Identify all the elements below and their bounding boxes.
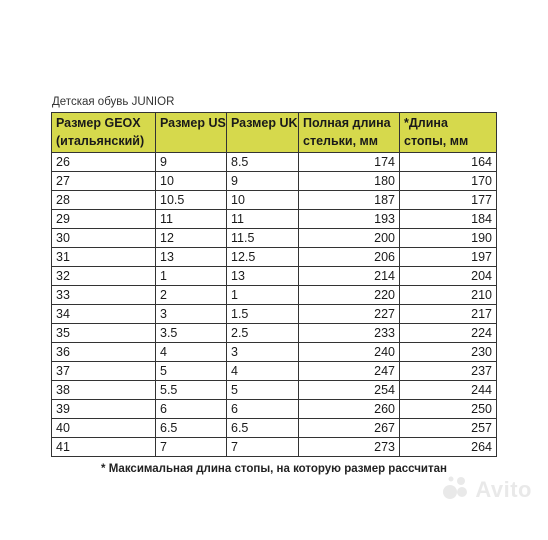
cell-uk-size: 2.5: [227, 324, 299, 343]
cell-insole-length: 180: [299, 172, 400, 191]
table-row: [52, 305, 497, 324]
table-row: [52, 343, 497, 362]
cell-foot-length: 217: [400, 305, 497, 324]
cell-us-size: 13: [156, 248, 227, 267]
cell-foot-length: 264: [400, 438, 497, 457]
table-row: [52, 286, 497, 305]
cell-foot-length: 170: [400, 172, 497, 191]
table-row: [52, 381, 497, 400]
cell-uk-size: 8.5: [227, 153, 299, 172]
cell-insole-length: 227: [299, 305, 400, 324]
cell-us-size: 4: [156, 343, 227, 362]
cell-foot-length: 210: [400, 286, 497, 305]
cell-foot-length: 164: [400, 153, 497, 172]
cell-uk-size: 3: [227, 343, 299, 362]
cell-foot-length: 204: [400, 267, 497, 286]
cell-insole-length: 214: [299, 267, 400, 286]
cell-uk-size: 9: [227, 172, 299, 191]
cell-geox-size: 31: [52, 248, 156, 267]
cell-foot-length: 177: [400, 191, 497, 210]
cell-us-size: 3.5: [156, 324, 227, 343]
watermark: [441, 472, 532, 507]
cell-geox-size: 38: [52, 381, 156, 400]
cell-uk-size: 1: [227, 286, 299, 305]
cell-insole-length: 247: [299, 362, 400, 381]
cell-us-size: 5.5: [156, 381, 227, 400]
cell-insole-length: 240: [299, 343, 400, 362]
cell-uk-size: 7: [227, 438, 299, 457]
cell-us-size: 5: [156, 362, 227, 381]
cell-uk-size: 10: [227, 191, 299, 210]
cell-geox-size: 41: [52, 438, 156, 457]
table-row: [52, 438, 497, 457]
cell-geox-size: 26: [52, 153, 156, 172]
table-row: [52, 324, 497, 343]
cell-us-size: 9: [156, 153, 227, 172]
table-row: [52, 248, 497, 267]
avito-logo-icon: [441, 472, 471, 507]
cell-foot-length: 257: [400, 419, 497, 438]
cell-uk-size: 11: [227, 210, 299, 229]
header-us-size: Размер US: [156, 113, 227, 153]
table-row: [52, 229, 497, 248]
table-row: [52, 400, 497, 419]
table-row: [52, 419, 497, 438]
header-uk-size: Размер UK: [227, 113, 299, 153]
cell-geox-size: 32: [52, 267, 156, 286]
cell-insole-length: 187: [299, 191, 400, 210]
cell-insole-length: 200: [299, 229, 400, 248]
header-geox-size: Размер GEOX (итальянский): [52, 113, 156, 153]
cell-foot-length: 250: [400, 400, 497, 419]
cell-geox-size: 39: [52, 400, 156, 419]
cell-insole-length: 174: [299, 153, 400, 172]
table-row: [52, 210, 497, 229]
cell-uk-size: 6.5: [227, 419, 299, 438]
size-table-header: [52, 113, 497, 153]
cell-uk-size: 12.5: [227, 248, 299, 267]
cell-insole-length: 267: [299, 419, 400, 438]
size-table: [51, 112, 497, 457]
cell-geox-size: 37: [52, 362, 156, 381]
cell-uk-size: 13: [227, 267, 299, 286]
watermark-text: Avito: [475, 476, 532, 502]
table-row: [52, 153, 497, 172]
cell-us-size: 10: [156, 172, 227, 191]
cell-insole-length: 193: [299, 210, 400, 229]
cell-us-size: 11: [156, 210, 227, 229]
cell-foot-length: 190: [400, 229, 497, 248]
cell-uk-size: 4: [227, 362, 299, 381]
cell-us-size: 6.5: [156, 419, 227, 438]
cell-insole-length: 260: [299, 400, 400, 419]
cell-insole-length: 206: [299, 248, 400, 267]
table-row: [52, 362, 497, 381]
table-row: [52, 172, 497, 191]
cell-geox-size: 40: [52, 419, 156, 438]
cell-us-size: 3: [156, 305, 227, 324]
footnote: * Максимальная длина стопы, на которую размер рассчитан: [101, 463, 447, 475]
cell-foot-length: 184: [400, 210, 497, 229]
table-row: [52, 191, 497, 210]
cell-foot-length: 244: [400, 381, 497, 400]
cell-geox-size: 36: [52, 343, 156, 362]
cell-foot-length: 197: [400, 248, 497, 267]
cell-insole-length: 254: [299, 381, 400, 400]
table-row: [52, 267, 497, 286]
cell-insole-length: 220: [299, 286, 400, 305]
cell-uk-size: 1.5: [227, 305, 299, 324]
cell-geox-size: 28: [52, 191, 156, 210]
cell-foot-length: 224: [400, 324, 497, 343]
cell-us-size: 6: [156, 400, 227, 419]
cell-us-size: 10.5: [156, 191, 227, 210]
cell-foot-length: 237: [400, 362, 497, 381]
cell-us-size: 2: [156, 286, 227, 305]
cell-uk-size: 11.5: [227, 229, 299, 248]
cell-uk-size: 6: [227, 400, 299, 419]
cell-insole-length: 233: [299, 324, 400, 343]
size-table-body: [52, 153, 497, 457]
cell-geox-size: 29: [52, 210, 156, 229]
cell-geox-size: 27: [52, 172, 156, 191]
header-row: [52, 113, 497, 153]
cell-us-size: 12: [156, 229, 227, 248]
cell-geox-size: 30: [52, 229, 156, 248]
header-foot-length: *Длина стопы, мм: [400, 113, 497, 153]
cell-insole-length: 273: [299, 438, 400, 457]
cell-geox-size: 33: [52, 286, 156, 305]
cell-geox-size: 35: [52, 324, 156, 343]
cell-us-size: 7: [156, 438, 227, 457]
table-caption: Детская обувь JUNIOR: [52, 96, 175, 108]
cell-geox-size: 34: [52, 305, 156, 324]
cell-foot-length: 230: [400, 343, 497, 362]
cell-us-size: 1: [156, 267, 227, 286]
header-insole-length: Полная длина стельки, мм: [299, 113, 400, 153]
cell-uk-size: 5: [227, 381, 299, 400]
